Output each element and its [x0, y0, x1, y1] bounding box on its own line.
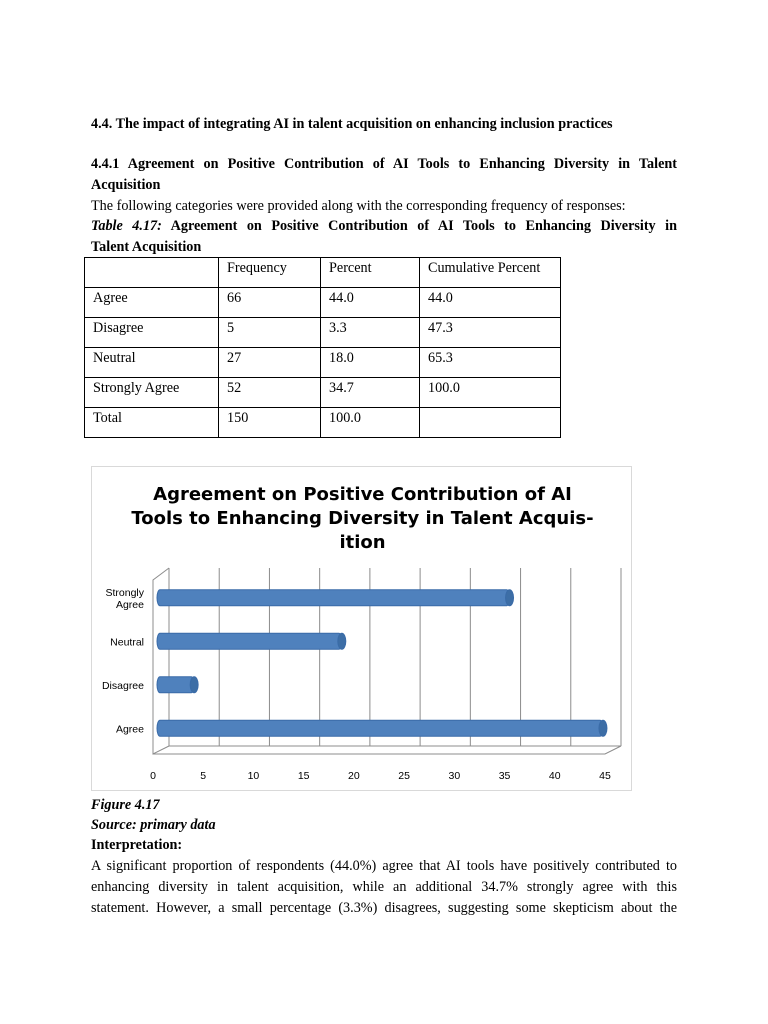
chart-title-line: Agreement on Positive Contribution of AI — [153, 484, 572, 505]
table-cell: 100.0 — [321, 408, 420, 438]
table-cell: Neutral — [85, 348, 219, 378]
bar — [157, 633, 342, 649]
bar-end-cap — [338, 633, 346, 649]
x-tick-label: 5 — [200, 770, 207, 782]
interpretation-line: enhancing diversity in talent acquisition, while an additional 34.7% strongly agree with this — [91, 879, 677, 895]
bar-end-cap — [599, 720, 607, 736]
table-cell: 65.3 — [420, 348, 561, 378]
table-header-cell — [85, 258, 219, 288]
category-label — [102, 680, 144, 692]
interpretation-line: statement. However, a small percentage (3.3%) disagrees, suggesting some skepticism about the — [91, 900, 677, 916]
table-title-line2: Talent Acquisition — [91, 239, 202, 255]
table-cell: 150 — [219, 408, 321, 438]
table-cell: Agree — [85, 288, 219, 318]
x-tick-label: 45 — [599, 770, 611, 782]
table-caption-line1 — [91, 216, 677, 237]
bar — [157, 590, 510, 606]
table-row — [85, 318, 561, 348]
table-cell: 18.0 — [321, 348, 420, 378]
table-cell: 44.0 — [321, 288, 420, 318]
table-cell: Total — [85, 408, 219, 438]
bar-end-cap — [506, 590, 514, 606]
interpretation-line: A significant proportion of respondents (44.0%) agree that AI tools have positively contributed to — [91, 858, 677, 874]
category-label-line: Strongly — [105, 586, 144, 599]
bar — [157, 677, 194, 693]
subsection-heading-line1: 4.4.1 Agreement on Positive Contribution of AI Tools to Enhancing Diversity in Talent — [91, 156, 677, 172]
table-cell: 100.0 — [420, 378, 561, 408]
bar-chart — [92, 467, 633, 792]
table-cell: 44.0 — [420, 288, 561, 318]
table-header-cell: Cumulative Percent — [420, 258, 561, 288]
category-label — [110, 636, 144, 648]
table-header-cell: Percent — [321, 258, 420, 288]
x-tick-label: 15 — [297, 770, 310, 782]
figure-source: Source: primary data — [91, 817, 216, 833]
x-tick-label: 25 — [398, 770, 410, 782]
chart-title-line: ition — [339, 532, 386, 553]
category-label — [105, 587, 144, 611]
table-row — [85, 288, 561, 318]
table-cell: 27 — [219, 348, 321, 378]
category-label-line: Agree — [115, 598, 144, 611]
x-tick-label: 40 — [548, 770, 561, 782]
x-tick-label: 30 — [448, 770, 461, 782]
frequency-table — [84, 257, 561, 438]
subsection-heading-line2: Acquisition — [91, 177, 161, 193]
table-row — [85, 348, 561, 378]
bar — [157, 720, 603, 736]
table-cell: Strongly Agree — [85, 378, 219, 408]
table-cell: 66 — [219, 288, 321, 318]
x-tick-label: 20 — [348, 770, 360, 782]
table-row — [85, 408, 561, 438]
chart-title-line: Tools to Enhancing Diversity in Talent Acquis- — [131, 508, 594, 529]
table-cell: 34.7 — [321, 378, 420, 408]
x-tick-label: 0 — [150, 770, 156, 782]
category-label-line: Neutral — [110, 636, 144, 649]
chart-frame — [91, 466, 632, 791]
x-tick-label: 10 — [247, 770, 260, 782]
category-label — [116, 723, 144, 735]
section-heading: 4.4. The impact of integrating AI in talent acquisition on enhancing inclusion practices — [91, 116, 613, 132]
table-cell: 47.3 — [420, 318, 561, 348]
table-cell: Disagree — [85, 318, 219, 348]
table-title-line1: Agreement on Positive Contribution of AI Tools to Enhancing Diversity in — [161, 218, 677, 234]
figure-caption: Figure 4.17 — [91, 797, 160, 813]
table-label: Table 4.17: — [91, 218, 162, 234]
table-header-cell: Frequency — [219, 258, 321, 288]
table-cell: 52 — [219, 378, 321, 408]
floor — [153, 746, 621, 754]
table-cell — [420, 408, 561, 438]
category-label-line: Agree — [115, 723, 144, 736]
category-label-line: Disagree — [101, 679, 144, 692]
table-cell: 5 — [219, 318, 321, 348]
interpretation-heading: Interpretation: — [91, 837, 183, 853]
table-header-row — [85, 258, 561, 288]
bar-end-cap — [190, 677, 198, 693]
table-cell: 3.3 — [321, 318, 420, 348]
intro-text: The following categories were provided along with the corresponding frequency of responses: — [91, 198, 626, 214]
x-tick-label: 35 — [498, 770, 511, 782]
table-row — [85, 378, 561, 408]
